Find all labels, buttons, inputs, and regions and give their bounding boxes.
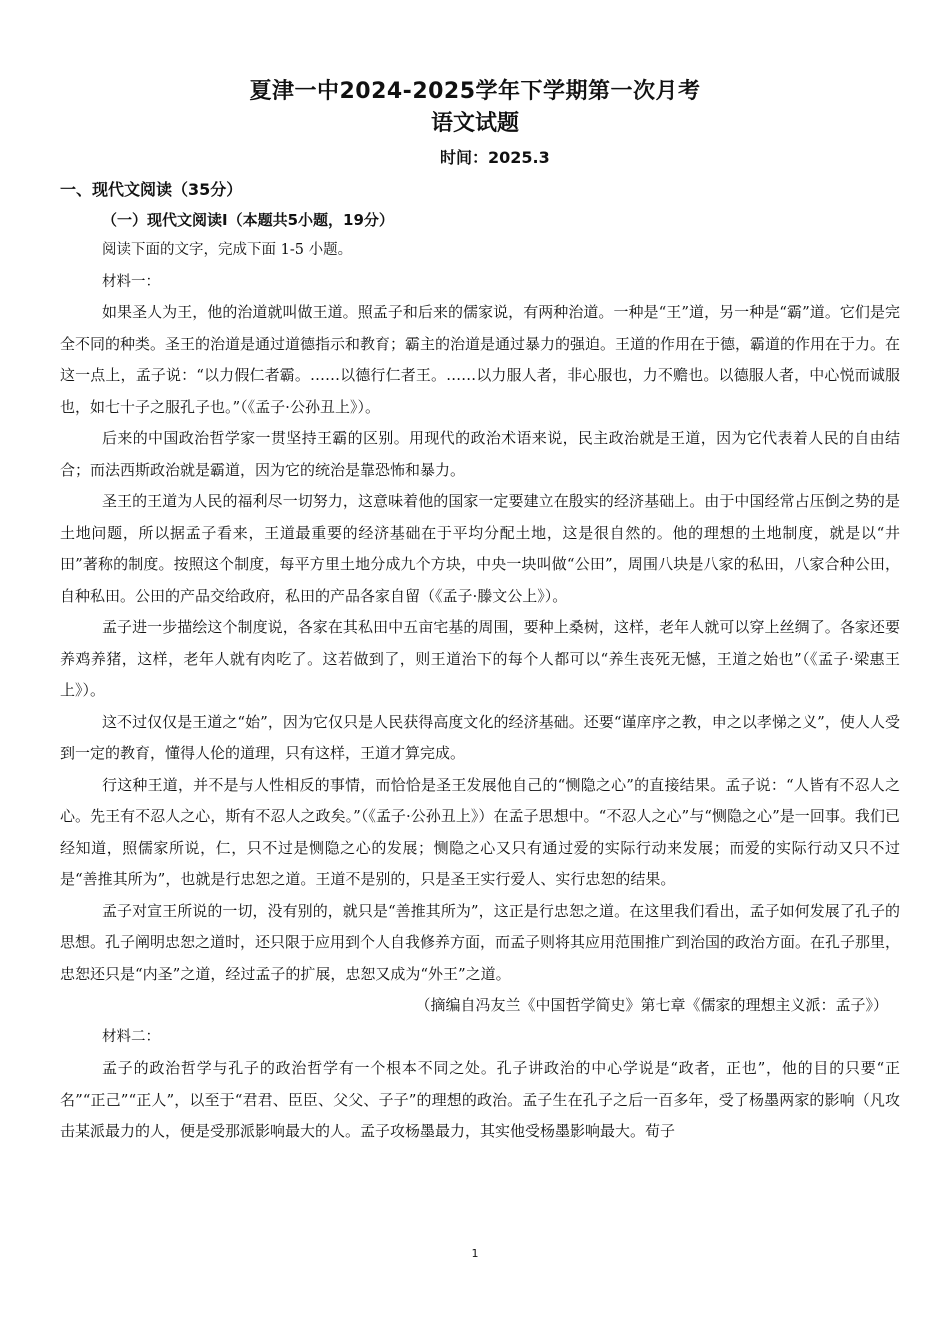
exam-subtitle: 语文试题 <box>430 111 519 136</box>
material2-paragraph: 孟子的政治哲学与孔子的政治哲学有一个根本不同之处。孔子讲政治的中心学说是“政者，正也”，他的目的只要“正名”“正己”“正人”，以至于“君君、臣臣、父父、子子”的理想的政治。孟子生在孔子之后一百多年，受了杨墨两家的影响（凡攻击某派最力的人，便是受那派影响最大的人。孟子攻杨墨最力，其实他受杨墨影响最大。荀子 <box>60 1059 900 1140</box>
material1-paragraph: 孟子对宣王所说的一切，没有别的，就只是“善推其所为”，这正是行忠恕之道。在这里我们看出，孟子如何发展了孔子的思想。孔子阐明忠恕之道时，还只限于应用到个人自我修养方面，而孟子则将其应用范围推广到治国的政治方面。在孔子那里，忠恕还只是“内圣”之道，经过孟子的扩展，忠恕又成为“外王”之道。 <box>60 901 901 983</box>
material1-paragraph: 这不过仅仅是王道之“始”，因为它仅只是人民获得高度文化的经济基础。还要“谨庠序之教，申之以孝悌之义”，使人人受到一定的教育，懂得人伦的道理，只有这样，王道才算完成。 <box>60 712 900 762</box>
material1-paragraph: 孟子进一步描绘这个制度说，各家在其私田中五亩宅基的周围，要种上桑树，这样，老年人就可以穿上丝绸了。各家还要养鸡养猪，这样，老年人就有肉吃了。这若做到了，则王道治下的每个人都可以“养生丧死无憾，王道之始也”（《孟子·梁惠王上》）。 <box>60 618 900 699</box>
material2-label: 材料二： <box>102 1028 160 1045</box>
material1-paragraph: 行这种王道，并不是与人性相反的事情，而恰恰是圣王发展他自己的“恻隐之心”的直接结果。孟子说：“人皆有不忍人之心。先王有不忍人之心，斯有不忍人之政矣。”（《孟子·公孙丑上》）在孟子思想中。“不忍人之心”与“恻隐之心”是一回事。我们已经知道，照儒家所说，仁，只不过是恻隐之心的发展；恻隐之心又只有通过爱的实际行动来发展；而爱的实际行动又只不过是“善推其所为”，也就是行忠恕之道。王道不是别的，只是圣王实行爱人、实行忠恕的结果。 <box>60 775 900 888</box>
material1-source: （摘编自冯友兰《中国哲学简史》第七章《儒家的理想主义派：孟子》） <box>415 996 888 1014</box>
page-number: 1 <box>471 1247 479 1260</box>
exam-title: 夏津一中2024-2025学年下学期第一次月考 <box>249 79 701 104</box>
section-heading: 一、现代文阅读（35分） <box>60 180 243 199</box>
material1-paragraph: 如果圣人为王，他的治道就叫做王道。照孟子和后来的儒家说，有两种治道。一种是“王”道，另一种是“霸”道。它们是完全不同的种类。圣王的治道是通过道德指示和教育；霸主的治道是通过暴力的强迫。王道的作用在于德，霸道的作用在于力。在这一点上，孟子说：“以力假仁者霸。……以德行仁者王。……以力服人者，非心服也，力不赡也。以德服人者，中心悦而诚服也，如七十子之服孔子也。”（《孟子·公孙丑上》）。 <box>60 303 901 416</box>
subsection-heading: （一）现代文阅读Ⅰ（本题共5小题，19分） <box>102 211 394 229</box>
instruction-text: 阅读下面的文字，完成下面 1-5 小题。 <box>102 242 353 258</box>
passage-body <box>60 297 900 1148</box>
material1-label: 材料一： <box>102 274 160 290</box>
material1-paragraph: 后来的中国政治哲学家一贯坚持王霸的区别。用现代的政治术语来说，民主政治就是王道，因为它代表着人民的自由结合；而法西斯政治就是霸道，因为它的统治是靠恐怖和暴力。 <box>60 429 900 479</box>
material1-paragraph: 圣王的王道为人民的福利尽一切努力，这意味着他的国家一定要建立在殷实的经济基础上。由于中国经常占压倒之势的是土地问题，所以据孟子看来，王道最重要的经济基础在于平均分配土地，这是很自然的。他的理想的土地制度，就是以“井田”著称的制度。按照这个制度，每平方里土地分成九个方块，中央一块叫做“公田”，周围八块是八家的私田，八家合种公田，自种私田。公田的产品交给政府，私田的产品各家自留（《孟子·滕文公上》）。 <box>60 492 900 605</box>
exam-time: 时间：2025.3 <box>440 148 550 167</box>
